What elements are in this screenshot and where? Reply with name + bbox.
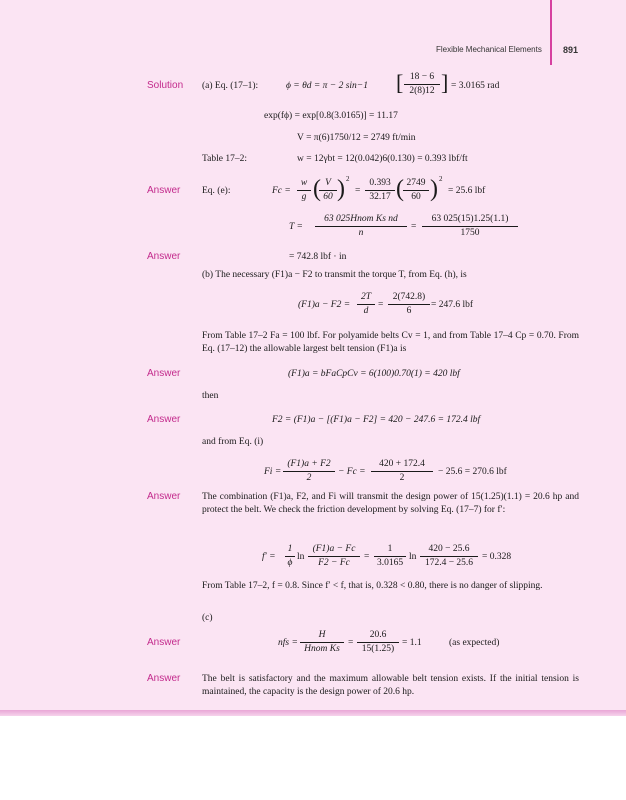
eq-e-label: Eq. (e): [202, 186, 231, 196]
fc-exponent-2: 2 [439, 175, 443, 183]
phi-equation-lhs: ϕ = θd = π − 2 sin−1 [286, 81, 368, 91]
page-bottom-band [0, 710, 626, 716]
fprime-frac-c: 1 3.0165 [374, 544, 406, 569]
fc-lhs: Fc = [272, 186, 291, 196]
fi-fraction: (F1)a + F2 2 [283, 459, 335, 484]
velocity-equation: V = π(6)1750/12 = 2749 ft/min [297, 133, 416, 143]
bracket-close: ] [441, 70, 449, 95]
nfs-equals: = [348, 638, 354, 648]
slip-paragraph: From Table 17–2, f = 0.8. Since f′ < f, that is, 0.328 < 0.80, there is no danger of slipping. [202, 581, 543, 591]
answer-label: Answer [147, 185, 181, 196]
paren-open-2: ( [396, 176, 404, 202]
fprime-ln: ln [297, 552, 305, 562]
fc-frac-w-g: w g [297, 178, 311, 203]
fc-frac-v-60: V 60 [319, 178, 337, 203]
fprime-ln-2: ln [409, 552, 417, 562]
fi-result: − 25.6 = 270.6 lbf [438, 467, 507, 477]
nfs-note: (as expected) [449, 638, 500, 648]
part-c-label: (c) [202, 613, 213, 623]
solution-label: Solution [147, 80, 184, 91]
torque-lhs: T = [289, 222, 303, 232]
torque-equals: = [411, 222, 417, 232]
fprime-lhs: f′ = [262, 552, 276, 562]
then-text: then [202, 391, 219, 401]
torque-result: = 742.8 lbf · in [289, 252, 347, 262]
answer-label: Answer [147, 673, 181, 684]
fprime-frac-d: 420 − 25.6 172.4 − 25.6 [420, 544, 478, 569]
part-b-intro: (b) The necessary (F1)a − F2 to transmit the torque T, from Eq. (h), is [202, 270, 467, 280]
phi-fraction: 18 − 6 2(8)12 [404, 72, 440, 97]
bracket-open: [ [396, 70, 404, 95]
nfs-fraction-2: 20.6 15(1.25) [357, 630, 399, 655]
fi-fraction-2: 420 + 172.4 2 [371, 459, 433, 484]
from-eq-i: and from Eq. (i) [202, 437, 264, 447]
answer-label: Answer [147, 491, 181, 502]
weight-equation: w = 12γbt = 12(0.042)6(0.130) = 0.393 lbf/ft [297, 154, 468, 164]
paren-open: ( [313, 176, 321, 202]
table-paragraph: From Table 17–2 Fa = 100 lbf. For polyamide belts Cv = 1, and from Table 17–4 Cp = 0.70. From Eq. (17–12) the allowable largest belt tension (F1)a is [202, 331, 579, 354]
fi-mid: − Fc = [338, 467, 366, 477]
fi-lhs: Fi = [264, 467, 282, 477]
paren-close: ) [337, 176, 345, 202]
nfs-fraction: H Hnom Ks [300, 630, 344, 655]
answer-label: Answer [147, 414, 181, 425]
diff-result: = 247.6 lbf [431, 300, 474, 310]
diff-fraction-2: 2(742.8) 6 [388, 292, 430, 317]
fc-equals: = [355, 186, 361, 196]
answer-label: Answer [147, 251, 181, 262]
answer-label: Answer [147, 368, 181, 379]
fprime-equals: = [364, 552, 370, 562]
diff-lhs: (F1)a − F2 = [298, 300, 351, 310]
header-rule [550, 0, 552, 65]
f1a-equation: (F1)a = bFaCpCv = 6(100)0.70(1) = 420 lbf [288, 369, 460, 379]
fprime-result: = 0.328 [482, 552, 512, 562]
exp-equation: exp(fϕ) = exp[0.8(3.0165)] = 11.17 [264, 111, 398, 121]
fc-frac-num: 0.393 32.17 [365, 178, 395, 203]
diff-fraction: 2T d [357, 292, 375, 317]
fc-frac-num2: 2749 60 [403, 178, 429, 203]
nfs-lhs: nfs = [278, 638, 298, 648]
nfs-result: = 1.1 [402, 638, 422, 648]
page-number: 891 [563, 45, 579, 55]
fc-exponent: 2 [346, 175, 350, 183]
f2-equation: F2 = (F1)a − [(F1)a − F2] = 420 − 247.6 = 172.4 lbf [272, 415, 481, 425]
diff-equals: = [378, 300, 384, 310]
combination-paragraph: The combination (F1)a, F2, and Fi will transmit the design power of 15(1.25)(1.1) = 20.6 hp and protect the belt. We check the friction development by solving Eq. (17–7) for f′: [202, 492, 579, 515]
running-title: Flexible Mechanical Elements [436, 45, 542, 54]
part-a-label: (a) Eq. (17–1): [202, 81, 259, 91]
torque-fraction-2: 63 025(15)1.25(1.1) 1750 [422, 214, 518, 239]
torque-fraction: 63 025Hnom Ks nd n [315, 214, 407, 239]
table-ref: Table 17–2: [202, 154, 247, 164]
fprime-frac-b: (F1)a − Fc F2 − Fc [308, 544, 360, 569]
fc-result: = 25.6 lbf [448, 186, 486, 196]
answer-label: Answer [147, 637, 181, 648]
final-paragraph: The belt is satisfactory and the maximum allowable belt tension exists. If the initial tension is maintained, the capacity is the design power of 20.6 hp. [202, 674, 579, 697]
phi-result: = 3.0165 rad [451, 81, 500, 91]
fprime-frac-a: 1 ϕ [285, 544, 295, 569]
paren-close-2: ) [430, 176, 438, 202]
